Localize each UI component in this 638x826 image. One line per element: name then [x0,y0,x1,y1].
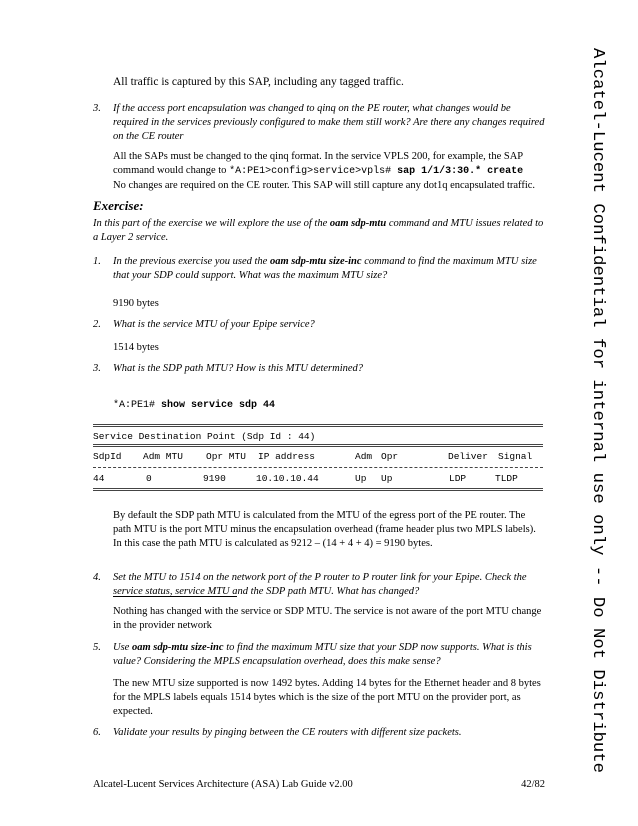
question-text-2: to find the maximum MTU size that your SDP now supports. What is this value? Considering the MPLS encapsulation overhead, does this make sense? [113,642,532,667]
answer-2: 1514 bytes [113,342,159,353]
answer-1: 9190 bytes [113,298,159,309]
footer-title: Alcatel-Lucent Services Architecture (ASA) Lab Guide v2.00 [93,779,353,790]
answer-underline [113,596,237,597]
question-number: 1. [93,256,101,267]
answer-4: Nothing has changed with the service or SDP MTU. The service is not aware of the port MTU change in the provider network [113,606,542,631]
cell-opr-mtu: 9190 [203,473,226,484]
table-rule-header [93,467,543,468]
answer-5: The new MTU size supported is now 1492 bytes. Adding 14 bytes for the Ethernet header and 8 bytes for the MPLS labels equals 1514 bytes which is the size of the port MTU on the provider port, as expected. [113,678,541,717]
header-adm: Adm [355,451,373,462]
answer-text: All the SAPs must be changed to the qinq format. In the service VPLS 200, for example, the SAP command would change to [113,151,523,176]
question-2 [93,318,545,332]
question-text: If the access port encapsulation was changed to qinq on the PE router, what changes would be required in the services previously configured to make them still work? Are there any changes required on the CE router [113,103,545,142]
question-number: 4. [93,572,101,583]
table-rule-title [93,444,543,447]
answer-text-2: No changes are required on the CE router. This SAP will still capture any dot1q encapsulated traffic. [113,180,536,191]
table-rule-top [93,424,543,427]
cli-table-title [93,431,545,443]
cell-adm-mtu: 0 [146,473,152,484]
watermark-text: Alcatel-Lucent Confidential for internal use only -- Do Not Distribute [588,48,607,763]
table-rule-bottom [93,488,543,491]
header-ip-address: IP address [258,451,316,462]
question-6 [93,726,545,740]
prev-question-3 [93,102,545,144]
question-command: oam sdp-mtu size-inc [131,642,224,653]
question-command: oam sdp-mtu size-inc [269,256,362,267]
page-number: 42/82 [521,779,545,790]
question-number: 5. [93,642,101,653]
question-number: 3. [93,103,101,114]
question-text: In the previous exercise you used the [113,256,270,267]
cell-ip-address: 10.10.10.44 [256,473,319,484]
exercise-heading: Exercise: [93,198,144,213]
cli-command-line [113,399,545,413]
confidential-watermark [585,48,619,778]
header-opr: Opr [381,451,399,462]
question-number: 2. [93,319,101,330]
cli-table-header [93,451,545,463]
header-signal: Signal [498,451,533,462]
cli-command: show service sdp 44 [161,400,276,411]
question-5 [93,641,545,669]
table-row [93,473,545,485]
question-number: 6. [93,727,101,738]
cell-opr: Up [381,473,393,484]
question-text-2: command to find the maximum MTU size that your SDP could support. What was the maximum MTU size? [113,256,537,281]
intro-command: oam sdp-mtu [329,218,387,229]
question-text: What is the service MTU of your Epipe service? [113,319,315,330]
cell-signal: TLDP [495,473,518,484]
header-deliver: Deliver [448,451,488,462]
header-adm-mtu: Adm MTU [143,451,183,462]
question-text: What is the SDP path MTU? How is this MTU determined? [113,363,364,374]
intro-line: All traffic is captured by this SAP, including any tagged traffic. [113,76,404,88]
question-4 [93,571,545,599]
cli-prompt: *A:PE1>config>service>vpls# [229,166,398,177]
question-text: Validate your results by pinging between the CE routers with different size packets. [113,727,462,738]
header-sdpid: SdpId [93,451,122,462]
prev-question-3-answer [113,150,545,193]
question-3 [93,362,545,376]
cell-sdpid: 44 [93,473,105,484]
intro-text: In this part of the exercise we will explore the use of the [93,218,330,229]
header-opr-mtu: Opr MTU [206,451,246,462]
exercise-intro [93,217,545,245]
cell-deliver: LDP [449,473,467,484]
question-1 [93,255,545,283]
question-text: Set the MTU to 1514 on the network port of the P router to P router link for your Epipe. Check the service status, service MTU and the SDP path MTU. What has changed? [113,572,527,597]
cli-prompt: *A:PE1# [113,400,162,411]
question-text: Use [113,642,132,653]
cell-adm: Up [355,473,367,484]
question-number: 3. [93,363,101,374]
table-title: Service Destination Point (Sdp Id : 44) [93,431,316,442]
intro-text-2: command and MTU issues related to a Layer 2 service. [93,218,544,243]
answer-3: By default the SDP path MTU is calculated from the MTU of the egress port of the PE router. The path MTU is the port MTU minus the encapsulation overhead (frame header plus two MPLS labels). In this case the path MTU is calculated as 9212 – (14 + 4 + 4) = 9190 bytes. [113,510,536,549]
cli-command: sap 1/1/3:30.* create [397,166,524,177]
